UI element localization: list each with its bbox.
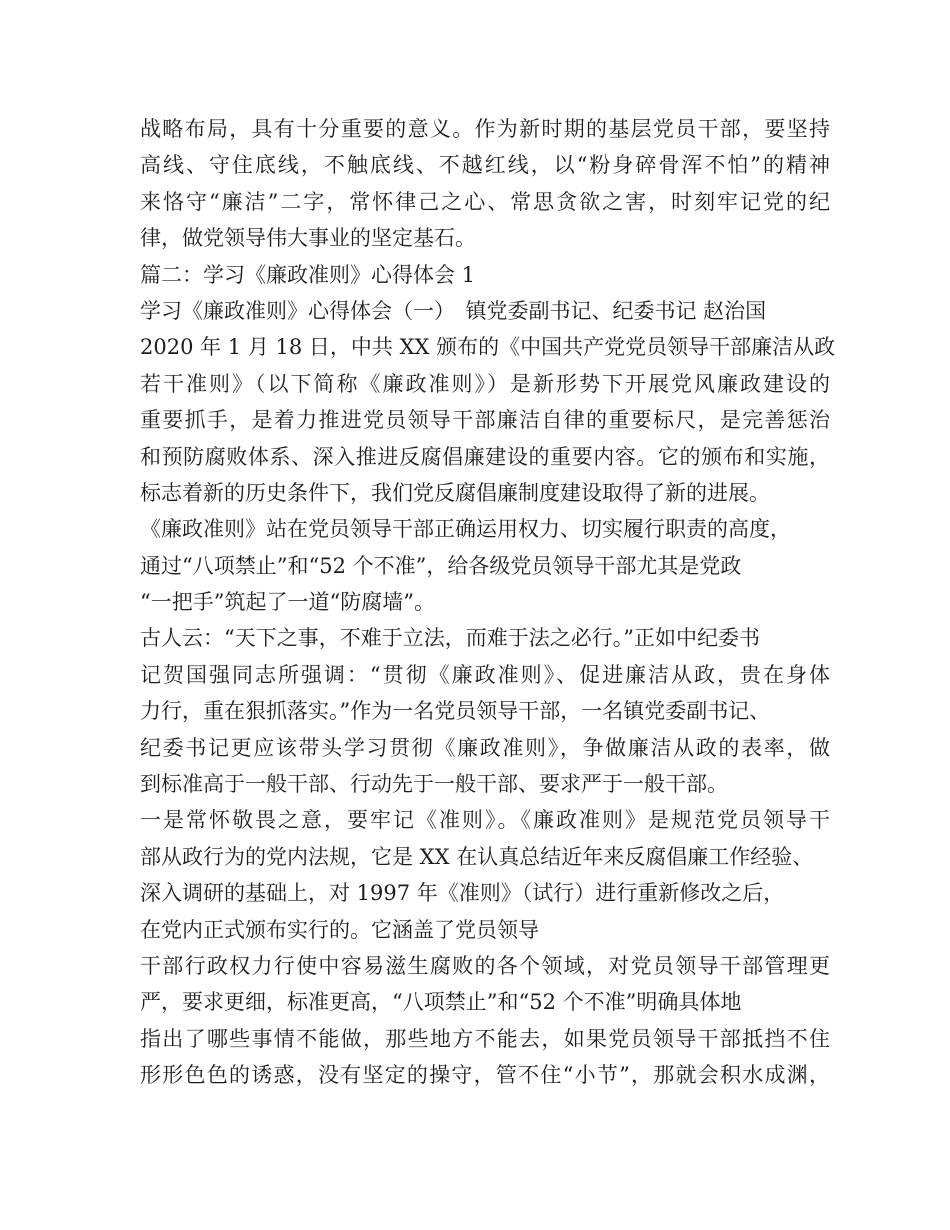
text-line: 高线、守住底线，不触底线、不越红线，以“粉身碎骨浑不怕”的精神 — [140, 153, 830, 178]
section-heading: 篇二：学习《廉政准则》心得体会 1 — [140, 262, 476, 287]
text-line: 在党内正式颁布实行的。它涵盖了党员领导 — [140, 917, 539, 942]
text-line: 来恪守“廉洁”二字，常怀律己之心、常思贪欲之害，时刻牢记党的纪 — [140, 189, 830, 214]
text-line: 干部行政权力行使中容易滋生腐败的各个领域，对党员领导干部管理更 — [140, 953, 830, 978]
article-title-line: 学习《廉政准则》心得体会（一） 镇党委副书记、纪委书记 赵治国 — [140, 298, 767, 323]
text-line: 2020 年 1 月 18 日，中共 XX 颁布的《中国共产党党员领导干部廉洁从政 — [140, 335, 836, 360]
document-body — [140, 111, 836, 1094]
text-line: 部从政行为的党内法规，它是 XX 在认真总结近年来反腐倡廉工作经验、 — [140, 844, 814, 869]
text-line: 《廉政准则》站在党员领导干部正确运用权力、切实履行职责的高度， — [140, 517, 791, 542]
text-line: 记贺国强同志所强调：“贯彻《廉政准则》、促进廉洁从政，贵在身体 — [140, 662, 830, 687]
text-line: 战略布局，具有十分重要的意义。作为新时期的基层党员干部，要坚持 — [140, 117, 830, 141]
text-line: 标志着新的历史条件下，我们党反腐倡廉制度建设取得了新的进展。 — [140, 480, 770, 505]
text-line: 一是常怀敬畏之意，要牢记《准则》。《廉政准则》是规范党员领导干 — [140, 808, 830, 833]
text-line: 和预防腐败体系、深入推进反腐倡廉建设的重要内容。它的颁布和实施， — [140, 444, 830, 469]
text-line: 重要抓手，是着力推进党员领导干部廉洁自律的重要标尺，是完善惩治 — [140, 408, 830, 433]
text-line: 若干准则》（以下简称《廉政准则》）是新形势下开展党风廉政建设的 — [140, 371, 830, 396]
text-line: 通过“八项禁止”和“52 个不准”，给各级党员领导干部尤其是党政 — [140, 553, 742, 578]
text-line: 古人云：“天下之事，不难于立法，而难于法之必行。”正如中纪委书 — [140, 626, 760, 651]
text-line: 指出了哪些事情不能做，那些地方不能去，如果党员领导干部抵挡不住 — [140, 1026, 830, 1051]
text-line: “一把手”筑起了一道“防腐墙”。 — [140, 590, 435, 615]
text-line: 纪委书记更应该带头学习贯彻《廉政准则》，争做廉洁从政的表率，做 — [140, 735, 830, 760]
text-line: 到标准高于一般干部、行动先于一般干部、要求严于一般干部。 — [140, 772, 728, 797]
text-line: 律，做党领导伟大事业的坚定基石。 — [140, 226, 476, 251]
text-line: 形形色色的诱惑，没有坚定的操守，管不住“小节”，那就会积水成渊， — [140, 1063, 830, 1088]
text-line: 力行，重在狠抓落实。”作为一名党员领导干部，一名镇党委副书记、 — [140, 699, 771, 724]
text-line: 严，要求更细，标准更高，“八项禁止”和“52 个不准”明确具体地 — [140, 990, 742, 1015]
text-line: 深入调研的基础上，对 1997 年《准则》（试行）进行重新修改之后， — [140, 881, 785, 906]
